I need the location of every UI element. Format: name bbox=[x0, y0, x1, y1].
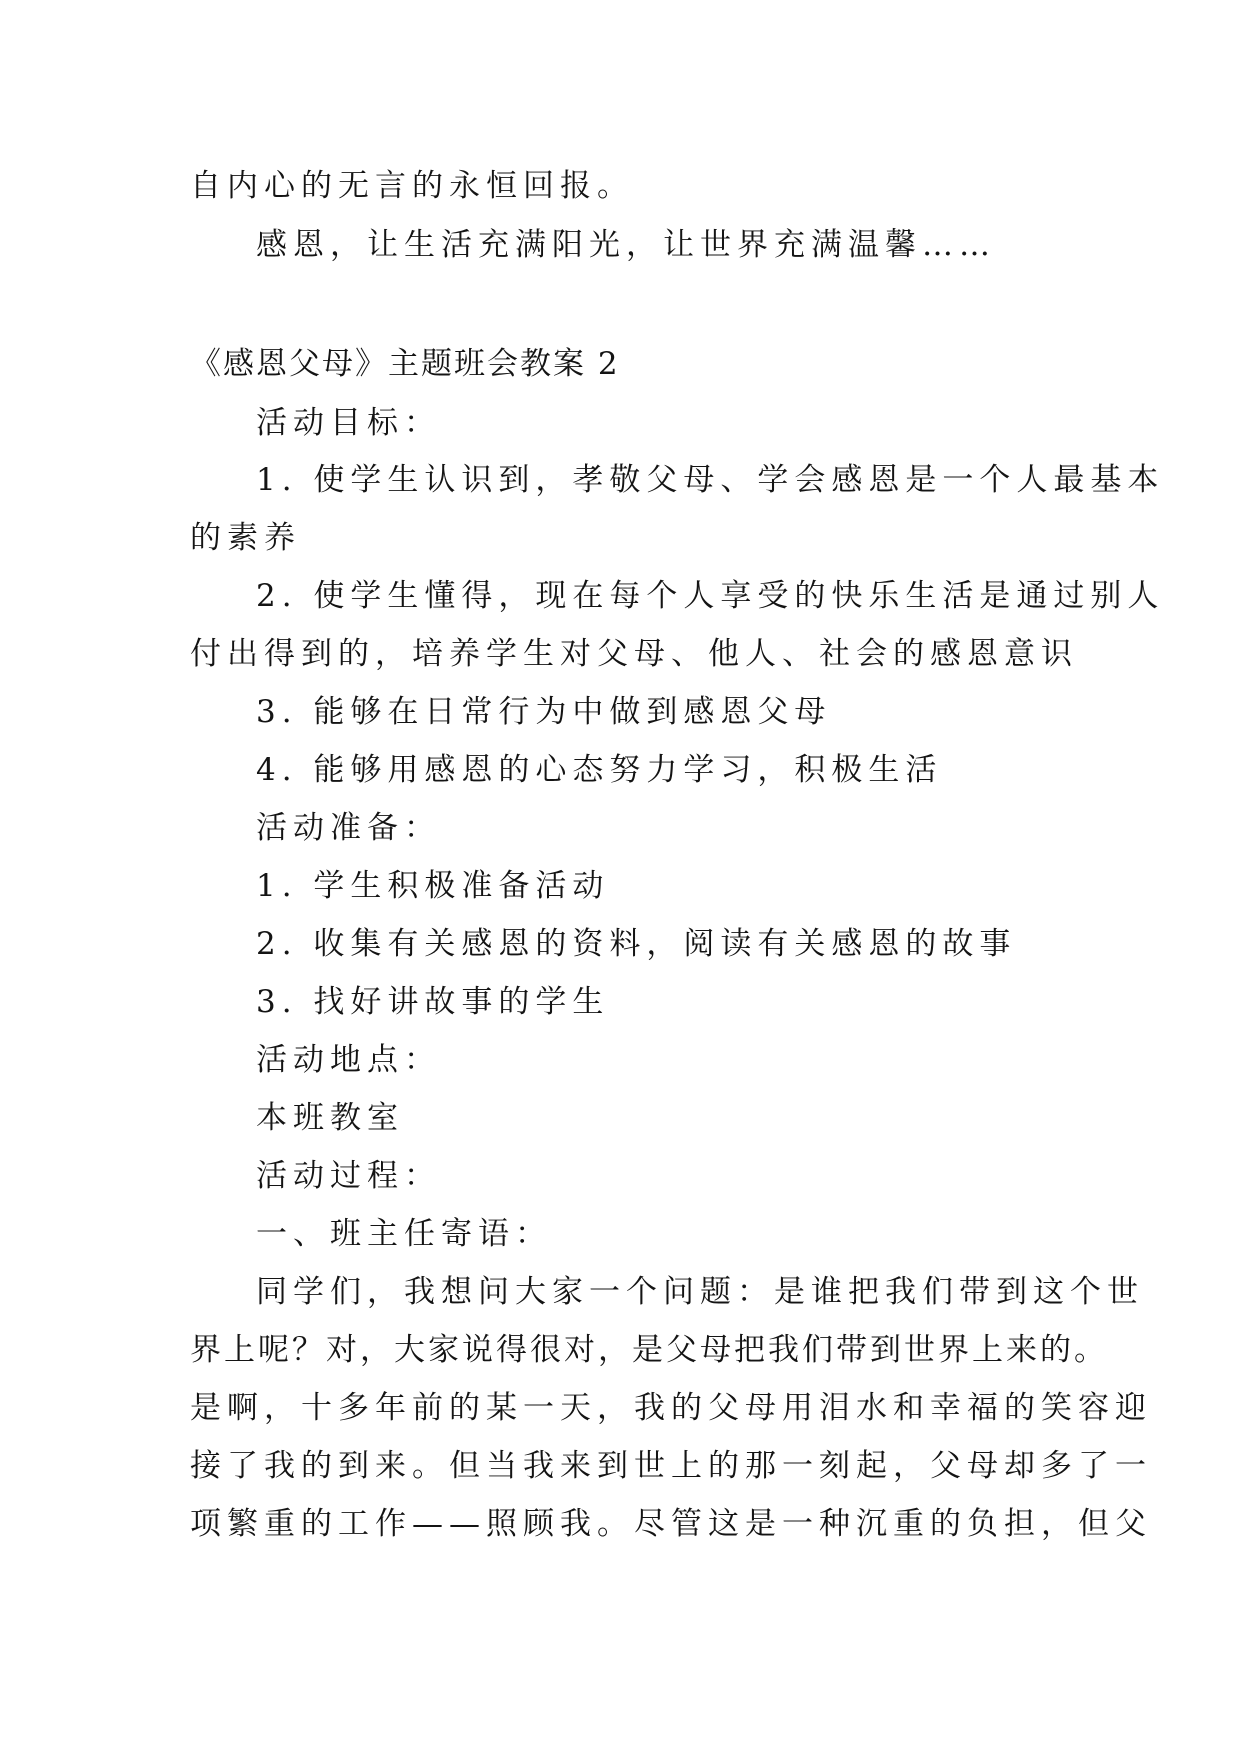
paragraph-line: 感恩，让生活充满阳光，让世界充满温馨…… bbox=[256, 227, 996, 263]
subheading: 活动准备： bbox=[256, 810, 441, 846]
paragraph-line: 的素养 bbox=[190, 520, 301, 556]
list-item: 3. 找好讲故事的学生 bbox=[256, 984, 610, 1020]
subheading: 活动目标： bbox=[256, 405, 441, 441]
paragraph-line: 项繁重的工作——照顾我。尽管这是一种沉重的负担，但父 bbox=[190, 1506, 1152, 1542]
subheading: 活动过程： bbox=[256, 1158, 441, 1194]
subheading: 活动地点： bbox=[256, 1042, 441, 1078]
list-item: 1. 使学生认识到，孝敬父母、学会感恩是一个人最基本 bbox=[256, 462, 1165, 498]
list-item: 4. 能够用感恩的心态努力学习，积极生活 bbox=[256, 752, 943, 788]
paragraph-line: 界上呢？对，大家说得很对，是父母把我们带到世界上来的。 bbox=[190, 1332, 1108, 1368]
paragraph-line: 本班教室 bbox=[256, 1100, 404, 1136]
list-item: 3. 能够在日常行为中做到感恩父母 bbox=[256, 694, 832, 730]
section-title: 《感恩父母》主题班会教案 2 bbox=[190, 346, 620, 382]
list-item: 1. 学生积极准备活动 bbox=[256, 868, 610, 904]
subheading: 一、班主任寄语： bbox=[256, 1216, 552, 1252]
paragraph-line: 同学们，我想问大家一个问题：是谁把我们带到这个世 bbox=[256, 1274, 1144, 1310]
paragraph-line: 付出得到的，培养学生对父母、他人、社会的感恩意识 bbox=[190, 636, 1078, 672]
paragraph-line: 自内心的无言的永恒回报。 bbox=[190, 168, 634, 204]
list-item: 2. 使学生懂得，现在每个人享受的快乐生活是通过别人 bbox=[256, 578, 1165, 614]
list-item: 2. 收集有关感恩的资料，阅读有关感恩的故事 bbox=[256, 926, 1017, 962]
paragraph-line: 是啊，十多年前的某一天，我的父母用泪水和幸福的笑容迎 bbox=[190, 1390, 1152, 1426]
paragraph-line: 接了我的到来。但当我来到世上的那一刻起，父母却多了一 bbox=[190, 1448, 1152, 1484]
